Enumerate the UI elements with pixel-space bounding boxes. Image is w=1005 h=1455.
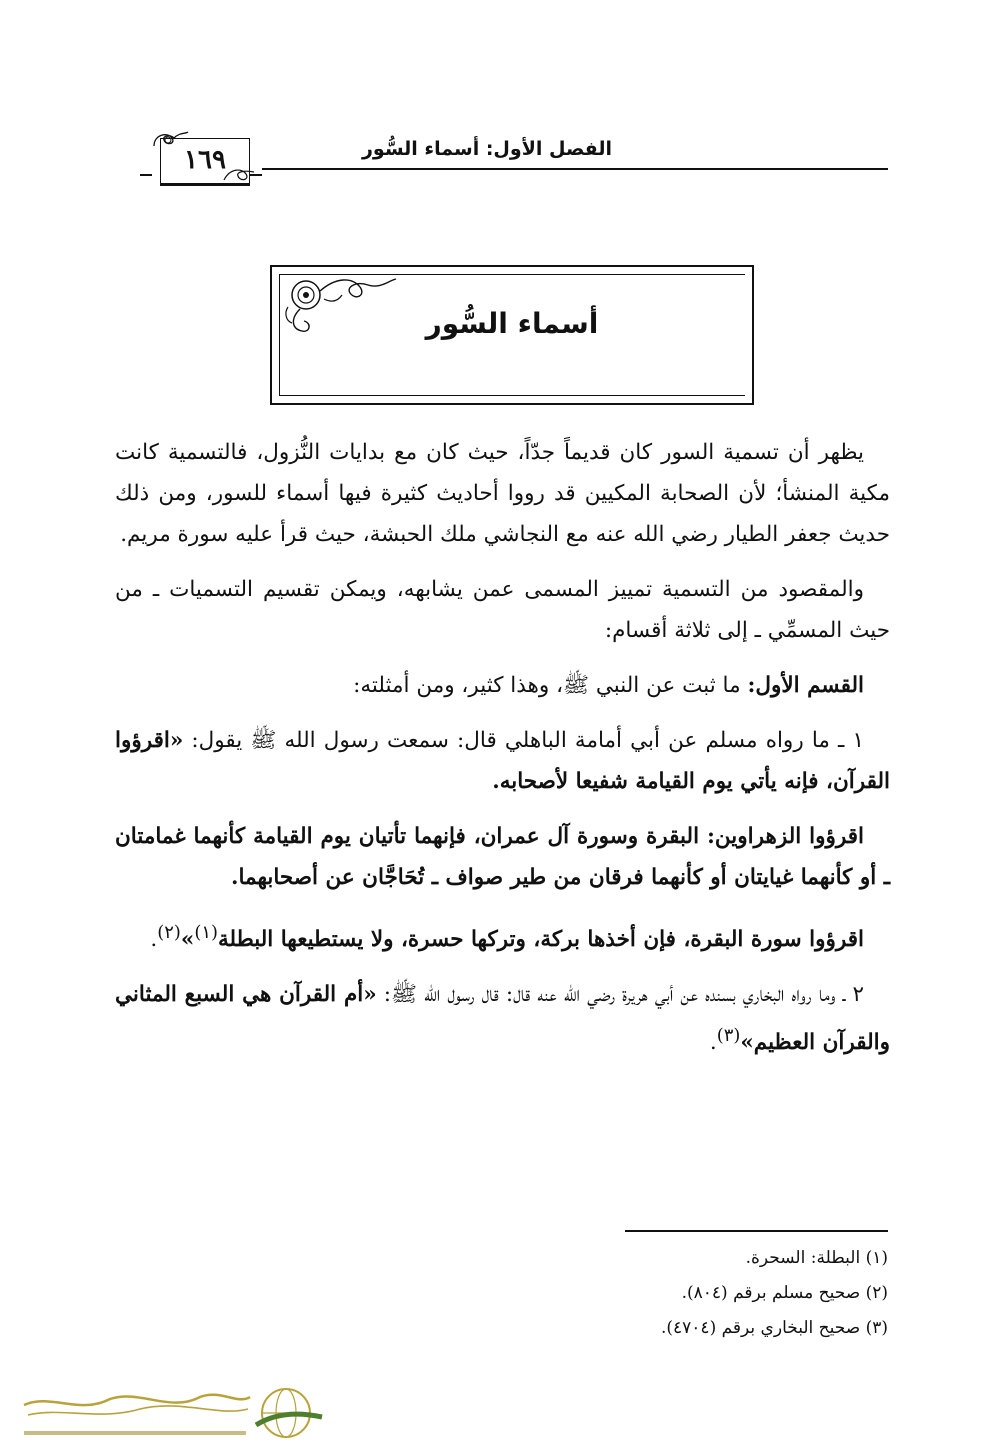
footnote-item: (٣) صحيح البخاري برقم (٤٧٠٤). [660,1318,888,1338]
paragraph-end: . [150,927,158,953]
paragraph-label: القسم الأول: [747,673,864,698]
footnote-ref: (٣) [716,1025,741,1047]
page-number-dash-left [140,174,152,176]
tafsir-center-logo [10,1385,330,1445]
paragraph [115,974,890,1063]
paragraph [115,665,890,706]
footnote-ref: (١) [194,922,218,943]
paragraph-text: ١ ـ ما رواه مسلم عن أبي أمامة الباهلي قال: سمعت رسول الله ﷺ يقول: [183,728,864,753]
footnote-item: (١) البطلة: السحرة. [745,1248,888,1268]
quote-close: » [180,927,195,953]
flourish-ornament-icon [222,166,256,184]
paragraph [115,720,890,802]
page-number: ١٦٩ [160,138,250,186]
footnote-item: (٢) صحيح مسلم برقم (٨٠٤). [681,1283,888,1303]
section-title: أسماء السُّور [425,307,599,340]
hadith-quote: «اقرؤوا القرآن، فإنه يأتي يوم القيامة شفيعا لأصحابه. [115,728,890,794]
running-header-title: الفصل الأول: أسماء السُّور [361,138,612,160]
paragraph-text: يظهر أن تسمية السور كان قديماً جدّاً، حيث كان مع بدايات النُّزول، فالتسمية كانت مكية المنشأ؛ لأن الصحابة المكيين قد رووا أحاديث كثيرة فيها أسماء للسور، ومن ذلك حديث جعفر الطيار رضي الله عنه مع النجاشي ملك الحبشة، حيث قرأ عليه سورة مريم. [115,440,890,547]
header-rule [262,168,888,170]
body-text [115,432,890,1077]
section-title-frame [270,265,754,405]
paragraph-text: ما ثبت عن النبي ﷺ، وهذا كثير، ومن أمثلته: [353,673,748,698]
footnote-separator [625,1230,888,1232]
hadith-quote: اقرؤوا سورة البقرة، فإن أخذها بركة، وتركها حسرة، ولا يستطيعها البطلة [217,927,864,953]
paragraph [115,569,890,651]
paragraph [115,816,890,898]
footnotes [520,1241,888,1346]
footnote-ref: (٢) [157,922,181,943]
paragraph [115,912,890,960]
paragraph [115,432,890,555]
hadith-quote: «أم القرآن هي السبع المثاني والقرآن العظيم» [115,982,890,1056]
paragraph-text: والمقصود من التسمية تمييز المسمى عمن يشابهه، ويمكن تقسيم التسميات ـ من حيث المسمِّي ـ إلى ثلاثة أقسام: [115,577,890,643]
paragraph-text: ٢ ـ وما رواه البخاري بسنده عن أبي هريرة رضي الله عنه قال: قال رسول الله ﷺ: [376,982,864,1008]
paragraph-end: . [709,1030,717,1056]
hadith-quote: اقرؤوا الزهراوين: البقرة وسورة آل عمران، فإنهما تأتيان يوم القيامة كأنهما غمامتان ـ أو كأنهما غيايتان أو كأنهما فرقان من طير صواف ـ تُحَاجَّان عن أصحابهما. [115,824,890,890]
flourish-ornament-icon [150,128,190,150]
